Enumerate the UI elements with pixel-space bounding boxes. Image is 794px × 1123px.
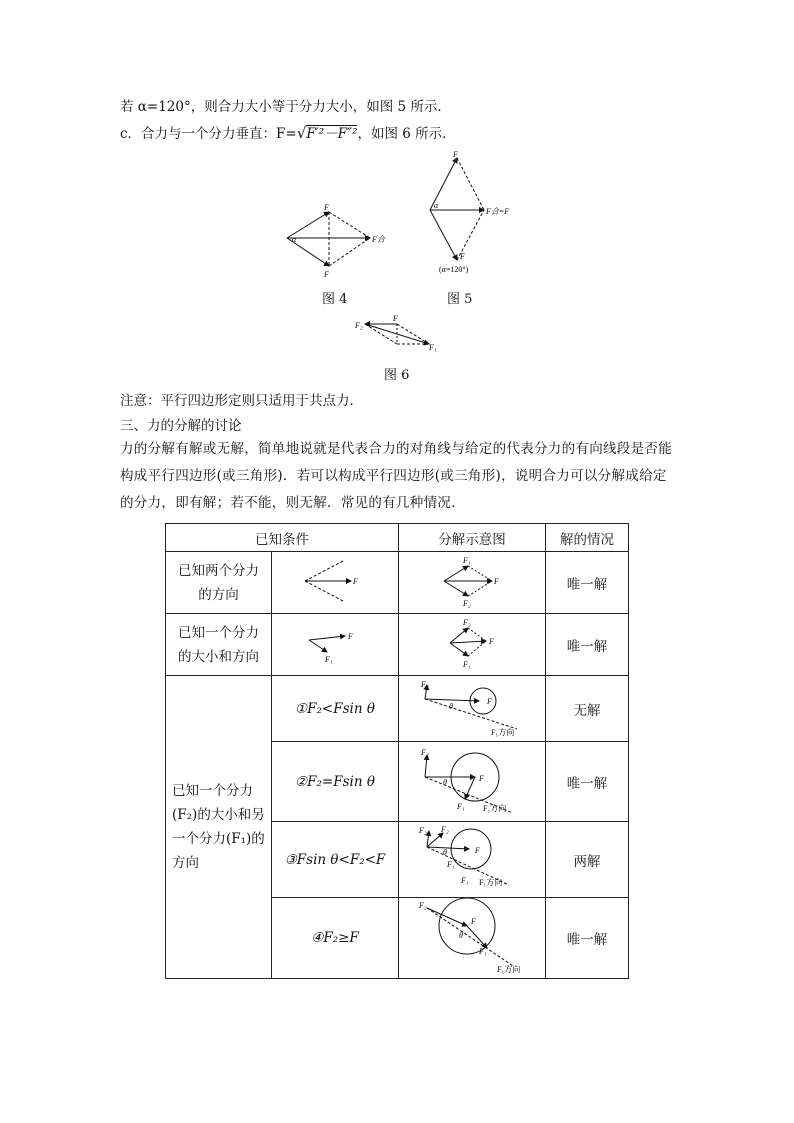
formula-radicand: F′²－F″² (306, 126, 358, 142)
fig4-label-f-top: F (324, 203, 329, 212)
figure-6-caption: 图 6 (384, 368, 410, 383)
svg-text:F: F (348, 631, 353, 641)
fig4-label-alpha: α (292, 235, 297, 244)
formula-prefix: c．合力与一个分力垂直：F= (120, 126, 297, 142)
case3-diagram (399, 822, 546, 898)
fig5-label-f-bottom: F (460, 252, 465, 261)
sqrt-sign: √ (296, 124, 307, 142)
svg-text:F: F (489, 636, 494, 646)
svg-text:F₂: F₂ (463, 598, 471, 608)
svg-text:F₁方向: F₁方向 (479, 877, 503, 887)
fig5-label-alpha-value: (α=120°) (439, 265, 469, 274)
figure-6 (353, 312, 443, 354)
group-condition: 已知一个分力 (F₂)的大小和另 一个分力(F₁)的 方向 (166, 676, 272, 979)
row1-condition: 已知两个分力 的方向 (166, 552, 272, 614)
formula-suffix: ，如图 6 所示． (357, 126, 456, 142)
svg-text:F₂: F₂ (421, 679, 429, 689)
header-condition: 已知条件 (166, 524, 399, 552)
svg-text:F: F (487, 696, 492, 706)
fig4-label-fhe: F合 (372, 235, 385, 244)
svg-text:F₁: F₁ (447, 859, 455, 869)
svg-text:F: F (479, 773, 484, 783)
note-line: 注意：平行四边形定则只适用于共点力． (120, 393, 363, 409)
svg-text:F₁方向: F₁方向 (491, 727, 515, 737)
decomposition-table (165, 523, 629, 979)
case3-condition: ③Fsin θ<F₂<F (272, 822, 399, 898)
text-line-alpha-120: 若 α=120°，则合力大小等于分力大小，如图 5 所示． (120, 99, 451, 115)
fig4-label-f-bottom: F (324, 270, 329, 279)
svg-text:θ: θ (459, 931, 463, 940)
fig5-label-fhe: F合=F (486, 207, 510, 216)
svg-text:F₁: F₁ (461, 875, 469, 885)
section-heading: 三、力的分解的讨论 (120, 418, 242, 434)
header-diagram: 分解示意图 (399, 524, 546, 552)
row2-solution-diagram (399, 614, 546, 676)
svg-text:θ: θ (443, 777, 447, 787)
row1-given-diagram (272, 552, 399, 614)
case3-result: 两解 (546, 822, 629, 898)
svg-text:F₁: F₁ (463, 659, 471, 669)
svg-text:F: F (471, 917, 476, 926)
case1-result: 无解 (546, 676, 629, 742)
row2-result: 唯一解 (546, 614, 629, 676)
case4-diagram (399, 898, 546, 979)
svg-text:F₁: F₁ (463, 555, 471, 565)
svg-text:θ: θ (443, 847, 447, 857)
fig6-label-f2: F₂ (355, 321, 363, 330)
figure-5-caption: 图 5 (447, 292, 473, 307)
svg-text:F₁方向: F₁方向 (483, 803, 507, 813)
svg-text:F₁: F₁ (479, 947, 487, 956)
row2-given-diagram (272, 614, 399, 676)
header-result: 解的情况 (546, 524, 629, 552)
svg-text:θ: θ (449, 701, 453, 711)
svg-text:F₁: F₁ (457, 801, 465, 811)
svg-text:F₂: F₂ (421, 747, 429, 757)
discussion-paragraph: 力的分解有解或无解，简单地说就是代表合力的对角线与给定的代表分力的有向线段是否能构成平行四边形(或三角形)．若可以构成平行四边形(或三角形)，说明合力可以分解成给定的分力，即有解；若不能，则无解．常见的有几种情况. (120, 441, 672, 511)
svg-text:F₂: F₂ (419, 901, 427, 910)
row2-condition: 已知一个分力 的大小和方向 (166, 614, 272, 676)
case1-condition: ①F₂<Fsin θ (272, 676, 399, 742)
fig6-label-f1: F₁ (429, 343, 437, 352)
svg-text:F: F (475, 845, 480, 855)
fig5-label-alpha: α (434, 201, 439, 210)
svg-text:F₂: F₂ (419, 825, 427, 835)
svg-text:F₁: F₁ (325, 654, 333, 664)
fig6-label-f: F (393, 314, 398, 323)
svg-text:F₁方向: F₁方向 (497, 965, 521, 974)
svg-text:F₂: F₂ (463, 617, 471, 627)
row1-result: 唯一解 (546, 552, 629, 614)
row1-solution-diagram (399, 552, 546, 614)
svg-text:F₂: F₂ (441, 824, 449, 834)
text-line-perpendicular (120, 122, 456, 142)
svg-text:F: F (494, 576, 499, 586)
case4-result: 唯一解 (546, 898, 629, 979)
svg-text:F: F (353, 576, 358, 586)
figure-4 (275, 200, 395, 280)
case2-result: 唯一解 (546, 742, 629, 822)
fig5-label-f-top: F (453, 150, 458, 159)
figure-4-caption: 图 4 (322, 292, 348, 307)
case2-diagram (399, 742, 546, 822)
case1-diagram (399, 676, 546, 742)
case2-condition: ②F₂=Fsin θ (272, 742, 399, 822)
case4-condition: ④F₂≥F (272, 898, 399, 979)
figure-5 (420, 148, 530, 276)
